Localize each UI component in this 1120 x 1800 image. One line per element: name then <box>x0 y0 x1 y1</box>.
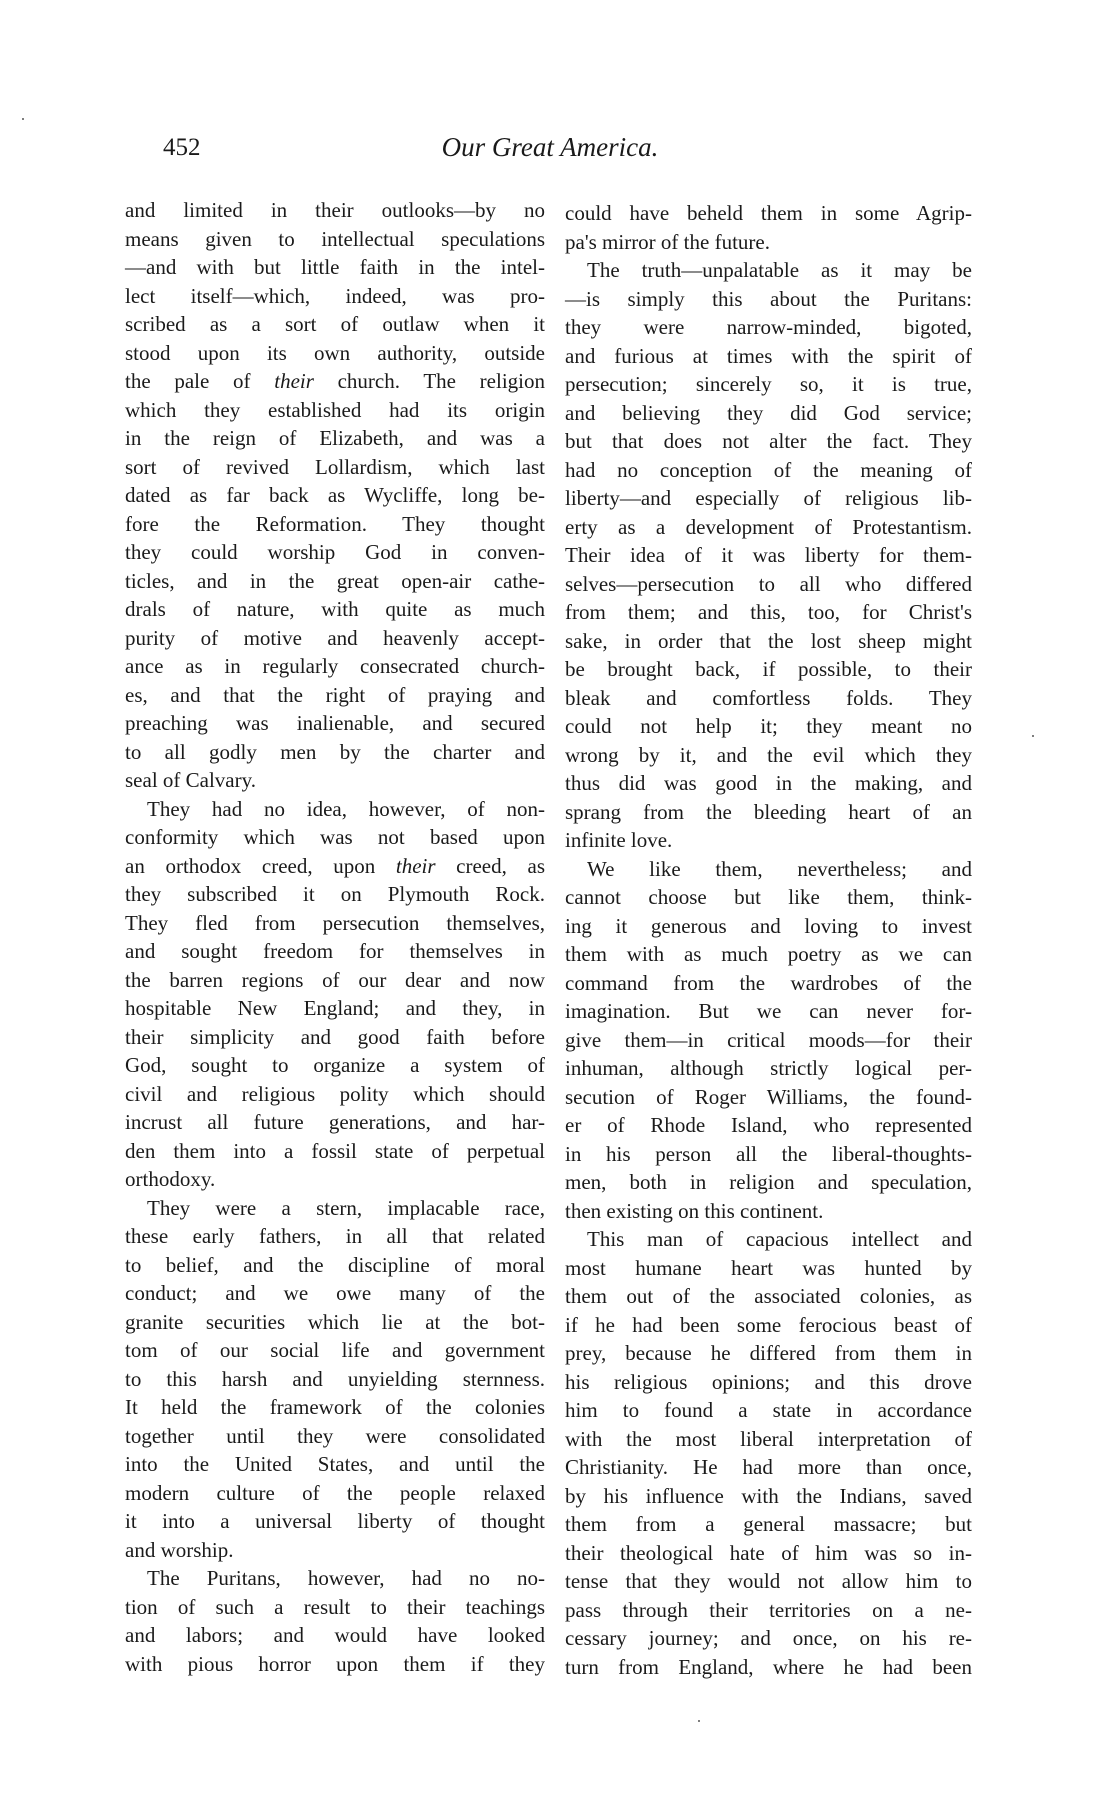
text-line: and believing they did God service; <box>565 400 972 425</box>
text-segment: creed, as <box>435 853 546 878</box>
text-line: his religious opinions; and this drove <box>565 1369 972 1394</box>
text-line: imagination. But we can never for- <box>565 999 972 1023</box>
text-line: Christianity. He had more than once, <box>565 1455 972 1479</box>
text-line: drals of nature, with quite as much <box>125 597 545 621</box>
italic-word: their <box>395 853 436 878</box>
text-line: with the most liberal interpretation of <box>565 1426 972 1451</box>
text-line: ing it generous and loving to invest <box>565 913 972 938</box>
text-line: means given to intellectual speculations <box>125 226 545 251</box>
left-column <box>125 196 545 1678</box>
text-line: persecution; sincerely so, it is true, <box>565 372 972 396</box>
text-line: conduct; and we owe many of the <box>125 1281 545 1305</box>
text-line <box>125 367 545 396</box>
text-line: give them—in critical moods—for their <box>565 1027 972 1052</box>
text-line: lect itself—which, indeed, was pro- <box>125 283 545 308</box>
text-segment: an orthodox creed, upon <box>125 853 396 878</box>
text-line <box>125 852 545 881</box>
text-line: —and with but little faith in the intel- <box>125 255 545 279</box>
text-line: sprang from the bleeding heart of an <box>565 799 972 824</box>
text-line: their theological hate of him was so in- <box>565 1540 972 1565</box>
text-line: they were narrow-minded, bigoted, <box>565 315 972 339</box>
text-line: es, and that the right of praying and <box>125 682 545 707</box>
text-line: orthodoxy. <box>125 1167 216 1191</box>
paragraph <box>125 1194 545 1565</box>
scan-speck <box>698 1720 700 1722</box>
text-line: and worship. <box>125 1537 234 1562</box>
text-line: it into a universal liberty of thought <box>125 1509 545 1533</box>
text-line: er of Rhode Island, who represented <box>565 1113 972 1137</box>
text-line: hospitable New England; and they, in <box>125 996 545 1020</box>
text-line: bleak and comfortless folds. They <box>565 685 972 710</box>
text-line: them from a general massacre; but <box>565 1512 972 1536</box>
text-line: turn from England, where he had been <box>565 1654 972 1679</box>
text-line: pa's mirror of the future. <box>565 229 770 254</box>
text-line: most humane heart was hunted by <box>565 1255 972 1280</box>
text-line: cessary journey; and once, on his re- <box>565 1626 972 1650</box>
text-line: cannot choose but like them, think- <box>565 885 972 909</box>
text-line: —is simply this about the Puritans: <box>565 286 972 311</box>
paragraph <box>565 855 972 1226</box>
text-line: infinite love. <box>565 828 673 852</box>
text-line: they subscribed it on Plymouth Rock. <box>125 882 545 906</box>
text-line: to belief, and the discipline of moral <box>125 1252 545 1277</box>
text-line: tom of our social life and government <box>125 1338 545 1362</box>
text-line: granite securities which lie at the bot- <box>125 1309 545 1334</box>
text-line: had no conception of the meaning of <box>565 457 972 482</box>
text-line: but that does not alter the fact. They <box>565 429 972 453</box>
text-line: incrust all future generations, and har- <box>125 1110 545 1134</box>
text-line: together until they were consolidated <box>125 1423 545 1448</box>
text-line: scribed as a sort of outlaw when it <box>125 312 545 336</box>
text-line: command from the wardrobes of the <box>565 970 972 995</box>
text-line: selves—persecution to all who differed <box>565 571 972 596</box>
text-line: God, sought to organize a system of <box>125 1053 545 1077</box>
text-line: den them into a fossil state of perpetual <box>125 1138 545 1163</box>
text-line: and labors; and would have looked <box>125 1623 545 1647</box>
text-line: ticles, and in the great open-air cathe- <box>125 568 545 593</box>
text-line: if he had been some ferocious beast of <box>565 1312 972 1337</box>
paragraph <box>125 196 545 795</box>
text-line: sake, in order that the lost sheep might <box>565 628 972 653</box>
text-line: They were a stern, implacable race, <box>147 1195 545 1220</box>
right-column <box>565 199 972 1681</box>
text-line: inhuman, although strictly logical per- <box>565 1056 972 1080</box>
text-line: to this harsh and unyielding sternness. <box>125 1366 545 1391</box>
italic-word: their <box>274 369 314 393</box>
text-line: wrong by it, and the evil which they <box>565 742 972 767</box>
running-header <box>0 134 1120 170</box>
text-line: pass through their territories on a ne- <box>565 1597 972 1622</box>
text-line: could have beheld them in some Agrip- <box>565 201 972 225</box>
text-line: They had no idea, however, of non- <box>147 796 545 821</box>
text-line: preaching was inalienable, and secured <box>125 711 545 735</box>
text-line: in his person all the liberal-thoughts- <box>565 1141 972 1166</box>
text-line: the barren regions of our dear and now <box>125 967 545 992</box>
text-line: erty as a development of Protestantism. <box>565 514 972 539</box>
text-line: dated as far back as Wycliffe, long be- <box>125 483 545 507</box>
page-number: 452 <box>163 134 201 161</box>
text-line: fore the Reformation. They thought <box>125 511 545 536</box>
scan-speck <box>22 118 24 120</box>
text-line: The Puritans, however, had no no- <box>147 1566 545 1590</box>
text-segment: the pale of <box>125 369 275 393</box>
text-line: modern culture of the people relaxed <box>125 1480 545 1505</box>
text-line: they could worship God in conven- <box>125 540 545 564</box>
text-line: into the United States, and until the <box>125 1452 545 1476</box>
text-segment: church. The religion <box>313 369 545 393</box>
text-line: by his influence with the Indians, saved <box>565 1483 972 1508</box>
text-line: then existing on this continent. <box>565 1198 824 1223</box>
paragraph <box>125 795 545 1194</box>
running-title: Our Great America. <box>441 132 659 162</box>
text-line: The truth—unpalatable as it may be <box>587 258 972 282</box>
text-line: prey, because he differed from them in <box>565 1341 972 1365</box>
text-line: civil and religious polity which should <box>125 1081 545 1106</box>
text-line: sort of revived Lollardism, which last <box>125 454 545 479</box>
text-line: tion of such a result to their teachings <box>125 1594 545 1619</box>
text-line: which they established had its origin <box>125 397 545 422</box>
text-line: purity of motive and heavenly accept- <box>125 625 545 650</box>
text-line: be brought back, if possible, to their <box>565 657 972 681</box>
text-line: Their idea of it was liberty for them- <box>565 543 972 567</box>
text-line: secution of Roger Williams, the found- <box>565 1084 972 1109</box>
text-line: could not help it; they meant no <box>565 714 972 738</box>
text-line: and limited in their outlooks—by no <box>125 198 545 222</box>
text-line: liberty—and especially of religious lib- <box>565 486 972 510</box>
text-line: him to found a state in accordance <box>565 1398 972 1422</box>
text-line: seal of Calvary. <box>125 768 257 792</box>
text-line: thus did was good in the making, and <box>565 771 972 795</box>
text-line: tense that they would not allow him to <box>565 1569 972 1593</box>
text-line: from them; and this, too, for Christ's <box>565 600 972 624</box>
text-line: their simplicity and good faith before <box>125 1024 545 1049</box>
paragraph <box>565 199 972 256</box>
paragraph <box>565 1225 972 1681</box>
text-line: ance as in regularly consecrated church- <box>125 654 545 678</box>
text-line: with pious horror upon them if they <box>125 1651 545 1676</box>
text-line: stood upon its own authority, outside <box>125 340 545 365</box>
text-line: in the reign of Elizabeth, and was a <box>125 426 545 450</box>
text-line: men, both in religion and speculation, <box>565 1170 972 1194</box>
paragraph <box>125 1564 545 1678</box>
text-line: these early fathers, in all that related <box>125 1224 545 1248</box>
text-line: We like them, nevertheless; and <box>587 856 972 881</box>
text-line: them out of the associated colonies, as <box>565 1284 972 1308</box>
paragraph <box>565 256 972 855</box>
text-line: and sought freedom for themselves in <box>125 939 545 963</box>
scan-speck <box>1032 735 1034 737</box>
text-line: They fled from persecution themselves, <box>125 910 545 935</box>
text-line: to all godly men by the charter and <box>125 739 545 764</box>
text-line: It held the framework of the colonies <box>125 1395 545 1419</box>
text-line: and furious at times with the spirit of <box>565 343 972 368</box>
text-line: them with as much poetry as we can <box>565 942 972 966</box>
text-line: This man of capacious intellect and <box>587 1227 972 1251</box>
text-line: conformity which was not based upon <box>125 825 545 849</box>
